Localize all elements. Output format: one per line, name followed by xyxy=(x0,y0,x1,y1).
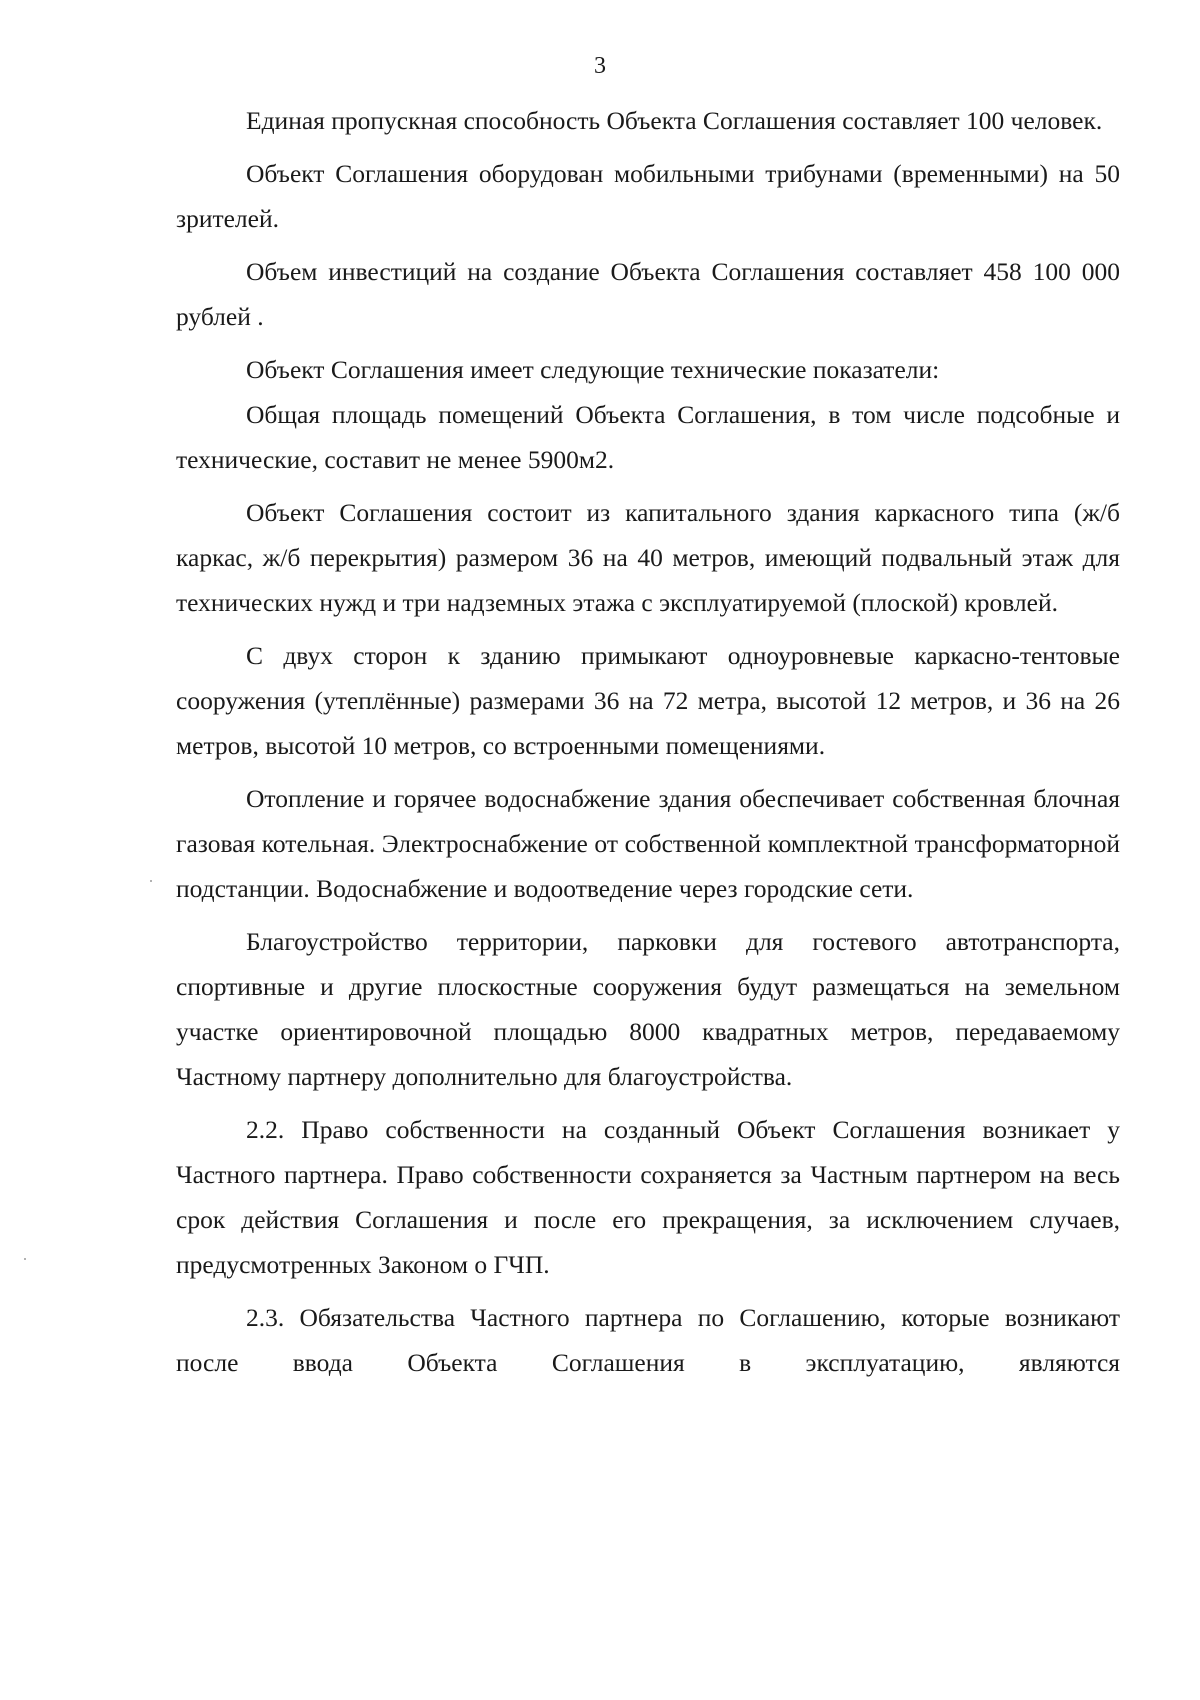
paragraph-capacity: Единая пропускная способность Объекта Соглашения составляет 100 человек. xyxy=(246,106,1103,135)
paragraph-investment: Объем инвестиций на создание Объекта Соглашения составляет 458 100 000 рублей . xyxy=(176,257,1120,331)
paragraph-clause-2-3: 2.3. Обязательства Частного партнера по Соглашению, которые возникают после ввода Объекта Соглашения в эксплуатацию, являются xyxy=(176,1303,1120,1377)
paragraph-clause-2-2: 2.2. Право собственности на созданный Объект Соглашения возникает у Частного партнера. Право собственности сохраняется за Частным партнером на весь срок действия Соглашения и после его прекращения, за исключением случаев, предусмотренных Законом о ГЧП. xyxy=(176,1115,1120,1279)
scan-speck xyxy=(150,880,152,882)
paragraph-annexes: С двух сторон к зданию примыкают одноуровневые каркасно-тентовые сооружения (утеплённые) размерами 36 на 72 метра, высотой 12 метров, и 36 на 26 метров, высотой 10 метров, со встроенными помещениями. xyxy=(176,641,1120,760)
paragraph-landscaping: Благоустройство территории, парковки для гостевого автотранспорта, спортивные и другие плоскостные сооружения будут размещаться на земельном участке ориентировочной площадью 8000 квадратных метров, передаваемому Частному партнеру дополнительно для благоустройства. xyxy=(176,927,1120,1091)
paragraph-area: Общая площадь помещений Объекта Соглашения, в том числе подсобные и технические, составит не менее 5900м2. xyxy=(176,400,1120,474)
scan-speck xyxy=(24,1258,26,1260)
document-body xyxy=(176,98,1120,1385)
paragraph-tech-intro: Объект Соглашения имеет следующие технические показатели: xyxy=(246,355,940,384)
paragraph-stands: Объект Соглашения оборудован мобильными трибунами (временными) на 50 зрителей. xyxy=(176,159,1120,233)
paragraph-building: Объект Соглашения состоит из капитального здания каркасного типа (ж/б каркас, ж/б перекрытия) размером 36 на 40 метров, имеющий подвальный этаж для технических нужд и три надземных этажа с эксплуатируемой (плоской) кровлей. xyxy=(176,498,1120,617)
paragraph-utilities: Отопление и горячее водоснабжение здания обеспечивает собственная блочная газовая котельная. Электроснабжение от собственной комплектной трансформаторной подстанции. Водоснабжение и водоотведение через городские сети. xyxy=(176,784,1120,903)
page-number: 3 xyxy=(594,53,606,79)
